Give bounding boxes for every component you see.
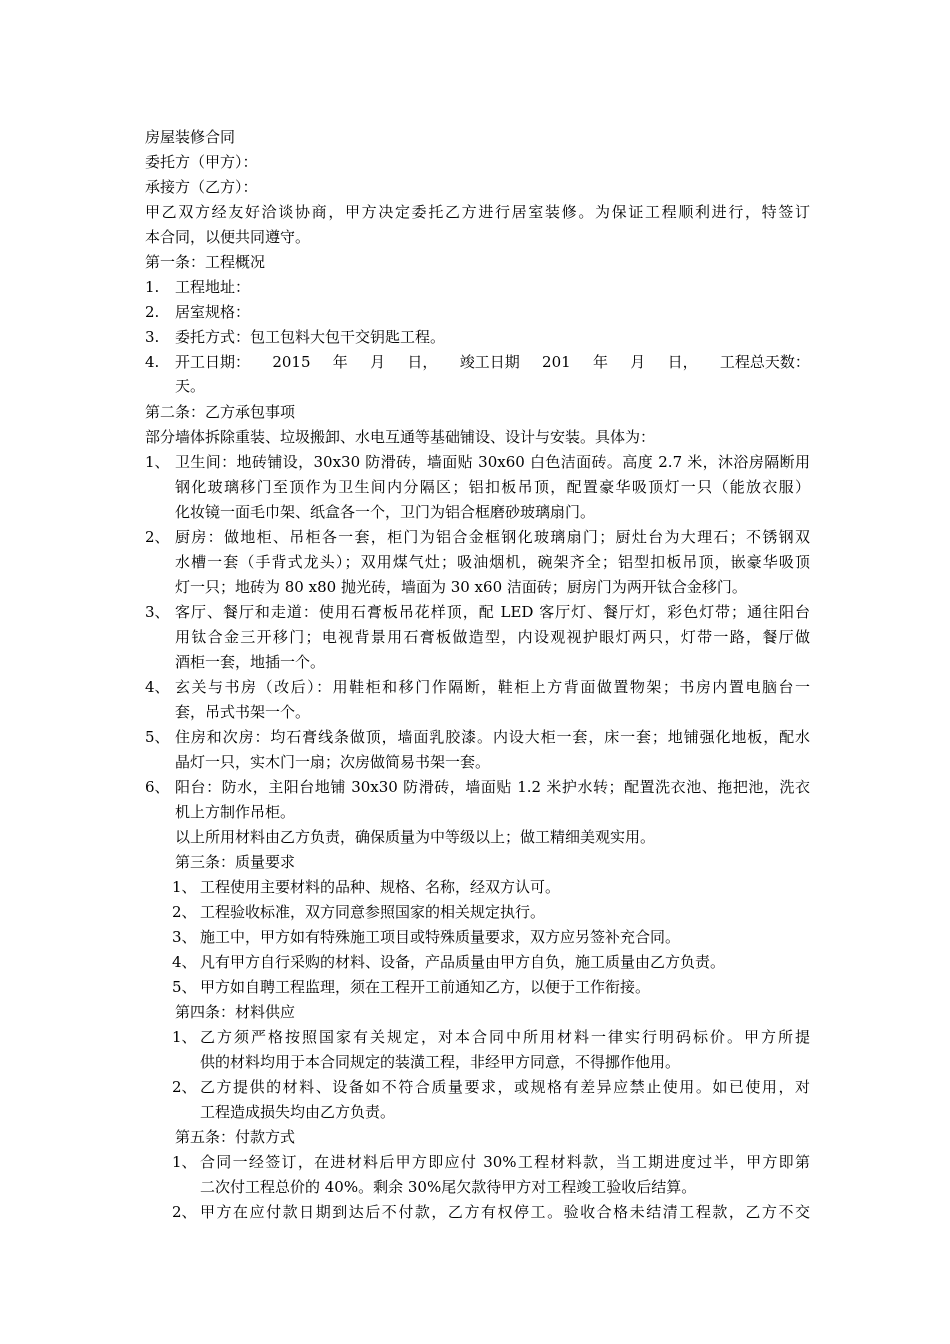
list-item: 甲方在应付款日期到达后不付款，乙方有权停工。验收合格未结清工程款，乙方不交 <box>200 1203 810 1221</box>
list-item: 灯一只；地砖为 80 x80 抛光砖，墙面为 30 x60 洁面砖；厨房门为两开钛合金移门。 <box>175 578 747 596</box>
list-item: 工程使用主要材料的品种、规格、名称，经双方认可。 <box>200 878 561 896</box>
list-number: 5、 <box>172 978 197 996</box>
list-item: 工程验收标准，双方同意参照国家的相关规定执行。 <box>200 903 546 921</box>
list-item: 水槽一套（手背式龙头）；双用煤气灶；吸油烟机，碗架齐全；铝型扣板吊顶，嵌豪华吸顶 <box>175 553 810 571</box>
list-number: 1、 <box>145 453 170 471</box>
list-number: 4、 <box>145 678 170 696</box>
list-number: 3. <box>145 328 160 346</box>
day-unit: 日， <box>667 353 698 371</box>
list-number: 2、 <box>172 1078 197 1096</box>
list-item: 厨房：做地柜、吊柜各一套，柜门为铝合金框钢化玻璃扇门；厨灶台为大理石；不锈钢双 <box>175 528 810 546</box>
party-a-label: 委托方（甲方）： <box>145 153 258 171</box>
list-item: 甲方如自聘工程监理，须在工程开工前通知乙方，以便于工作衔接。 <box>200 978 651 996</box>
month-unit: 月 <box>370 353 386 371</box>
list-item: 晶灯一只，实木门一扇；次房做简易书架一套。 <box>175 753 491 771</box>
article-2-heading: 第二条：乙方承包事项 <box>145 403 296 421</box>
list-number: 2. <box>145 303 160 321</box>
article-4-heading: 第四条：材料供应 <box>175 1003 296 1021</box>
article-3-heading: 第三条：质量要求 <box>175 853 296 871</box>
list-number: 1、 <box>172 878 197 896</box>
list-item: 卫生间：地砖铺设，30x30 防滑砖，墙面贴 30x60 白色洁面砖。高度 2.7 米，沐浴房隔断用 <box>175 453 810 471</box>
total-days-label: 工程总天数： <box>719 353 810 371</box>
list-item: 酒柜一套，地插一个。 <box>175 653 326 671</box>
list-number: 1、 <box>172 1153 197 1171</box>
list-number: 5、 <box>145 728 170 746</box>
list-number: 6、 <box>145 778 170 796</box>
list-item: 工程造成损失均由乙方负责。 <box>200 1103 396 1121</box>
list-item: 机上方制作吊柜。 <box>175 803 296 821</box>
list-number: 3、 <box>145 603 170 621</box>
end-year: 201 <box>542 353 571 371</box>
list-item: 乙方须严格按照国家有关规定，对本合同中所用材料一律实行明码标价。甲方所提 <box>200 1028 810 1046</box>
list-item: 乙方提供的材料、设备如不符合质量要求，或规格有差异应禁止使用。如已使用，对 <box>200 1078 810 1096</box>
list-item: 住房和次房：均石膏线条做顶，墙面乳胶漆。内设大柜一套，床一套；地铺强化地板，配水 <box>175 728 810 746</box>
list-item: 阳台：防水，主阳台地铺 30x30 防滑砖，墙面贴 1.2 米护水转；配置洗衣池、拖把池，洗衣 <box>175 778 810 796</box>
list-item: 化妆镜一面毛巾架、纸盒各一个，卫门为铝合框磨砂玻璃扇门。 <box>175 503 596 521</box>
list-item: 玄关与书房（改后）：用鞋柜和移门作隔断，鞋柜上方背面做置物架；书房内置电脑台一 <box>175 678 810 696</box>
list-number: 4、 <box>172 953 197 971</box>
list-item: 施工中，甲方如有特殊施工项目或特殊质量要求，双方应另签补充合同。 <box>200 928 681 946</box>
list-item: 供的材料均用于本合同规定的装潢工程，非经甲方同意，不得挪作他用。 <box>200 1053 681 1071</box>
start-date-label: 开工日期： <box>175 353 251 371</box>
list-number: 4. <box>145 353 160 371</box>
list-number: 1、 <box>172 1028 197 1046</box>
article-5-heading: 第五条：付款方式 <box>175 1128 296 1146</box>
list-item: 工程地址： <box>175 278 251 296</box>
list-item: 套，吊式书架一个。 <box>175 703 311 721</box>
article-1-heading: 第一条：工程概况 <box>145 253 266 271</box>
year-unit: 年 <box>332 353 348 371</box>
schedule-row <box>175 350 810 374</box>
month-unit: 月 <box>630 353 646 371</box>
article-2-closing: 以上所用材料由乙方负责，确保质量为中等级以上；做工精细美观实用。 <box>175 828 656 846</box>
list-item: 凡有甲方自行采购的材料、设备，产品质量由甲方自负，施工质量由乙方负责。 <box>200 953 726 971</box>
list-item: 合同一经签订，在进材料后甲方即应付 30%工程材料款，当工期进度过半，甲方即第 <box>200 1153 810 1171</box>
list-number: 1. <box>145 278 160 296</box>
day-unit: 日， <box>407 353 438 371</box>
end-date-label: 竣工日期 <box>459 353 520 371</box>
list-item: 二次付工程总价的 40%。剩余 30%尾欠款待甲方对工程竣工验收后结算。 <box>200 1178 697 1196</box>
list-number: 2、 <box>172 903 197 921</box>
list-item: 钢化玻璃移门至顶作为卫生间内分隔区；铝扣板吊顶，配置豪华吸顶灯一只（能放衣服） <box>175 478 810 496</box>
list-item-continuation: 天。 <box>175 377 206 395</box>
start-year: 2015 <box>272 353 311 371</box>
intro-line-1: 甲乙双方经友好洽谈协商，甲方决定委托乙方进行居室装修。为保证工程顺利进行，特签订 <box>145 203 810 221</box>
list-number: 2、 <box>145 528 170 546</box>
list-number: 3、 <box>172 928 197 946</box>
contract-title: 房屋装修合同 <box>145 128 236 146</box>
party-b-label: 承接方（乙方）： <box>145 178 258 196</box>
list-item: 委托方式：包工包料大包干交钥匙工程。 <box>175 328 446 346</box>
list-number: 2、 <box>172 1203 197 1221</box>
article-2-lead: 部分墙体拆除重装、垃圾搬卸、水电互通等基础铺设、设计与安装。具体为： <box>145 428 656 446</box>
year-unit: 年 <box>592 353 608 371</box>
list-item: 居室规格： <box>175 303 251 321</box>
list-item: 客厅、餐厅和走道：使用石膏板吊花样顶，配 LED 客厅灯、餐厅灯，彩色灯带；通往阳台 <box>175 603 810 621</box>
list-item: 用钛合金三开移门；电视背景用石膏板做造型，内设观视护眼灯两只，灯带一路，餐厅做 <box>175 628 810 646</box>
intro-line-2: 本合同，以便共同遵守。 <box>145 228 311 246</box>
